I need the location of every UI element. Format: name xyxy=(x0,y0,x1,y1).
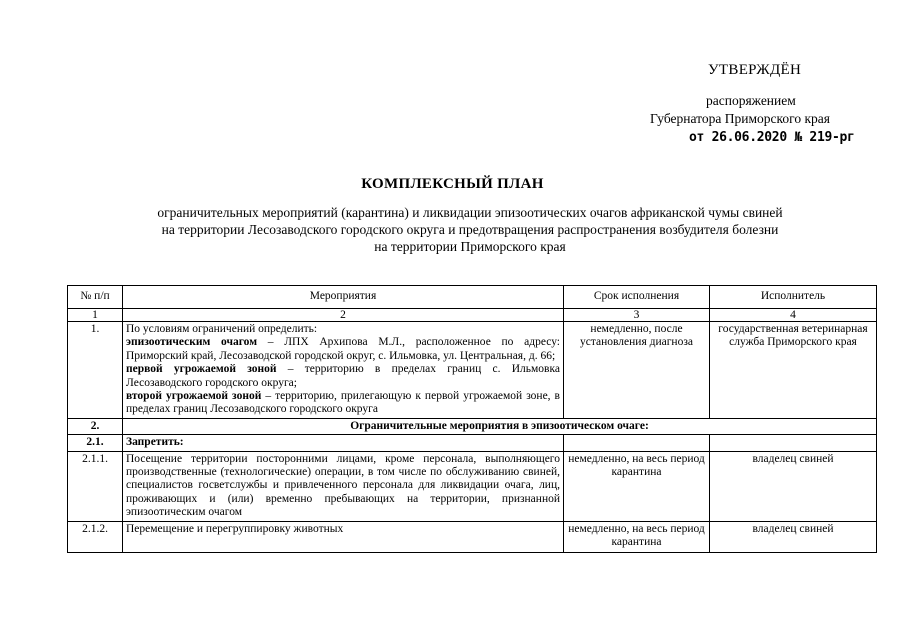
row-deadline: немедленно, на весь период карантина xyxy=(564,451,710,521)
approval-block xyxy=(600,62,860,145)
table-row xyxy=(68,322,877,419)
term-bold: второй угрожаемой зоной xyxy=(126,390,262,403)
approval-heading: УТВЕРЖДЁН xyxy=(708,62,802,78)
term-bold: первой угрожаемой зоной xyxy=(126,363,277,376)
header-cell: Исполнитель xyxy=(710,286,877,309)
column-number-row xyxy=(68,309,877,322)
row-number: 2.1.1. xyxy=(68,451,123,521)
term-text: – территорию, прилегающую к первой угрожаемой зоне, в пределах границ Лесозаводского городского округа xyxy=(126,390,560,416)
subtitle-line: ограничительных мероприятий (карантина) и ликвидации эпизоотических очагов африканской чумы свиней xyxy=(157,205,783,220)
term-text: – ЛПХ Архипова М.Л., расположенное по адресу: Приморский край, Лесозаводской городской округ, с. Ильмовка, ул. Центральная, д. 66; xyxy=(126,336,560,362)
column-number: 1 xyxy=(68,309,123,322)
column-number: 4 xyxy=(710,309,877,322)
column-number: 3 xyxy=(564,309,710,322)
header-cell: Срок исполнения xyxy=(564,286,710,309)
term-bold: эпизоотическим очагом xyxy=(126,336,258,349)
header-cell: № п/п xyxy=(68,286,123,309)
empty-cell xyxy=(710,435,877,451)
measure-intro: По условиям ограничений определить: xyxy=(126,323,318,335)
row-number: 1. xyxy=(68,322,123,419)
document-subtitle xyxy=(90,204,850,255)
column-number: 2 xyxy=(123,309,564,322)
approval-date-number: от 26.06.2020 № 219-рг xyxy=(689,130,855,145)
empty-cell xyxy=(564,435,710,451)
row-measure: Посещение территории посторонними лицами, кроме персонала, выполняющего производственные (технологические) операции, в том числе по обслуживанию свиней, специалистов госветслужбы и привлеченного персонала для ликвидации очага, лиц, проживающих и (или) временно пребывающих на территории, признанной эпизоотическим очагом xyxy=(123,451,564,521)
row-executor: государственная ветеринарная служба Приморского края xyxy=(710,322,877,419)
document-title: КОМПЛЕКСНЫЙ ПЛАН xyxy=(361,176,544,192)
approval-line-2: Губернатора Приморского края xyxy=(650,111,830,126)
row-number: 2. xyxy=(68,418,123,434)
table-header-row xyxy=(68,286,877,309)
subtitle-line: на территории Лесозаводского городского округа и предотвращения распространения возбудителя болезни xyxy=(161,222,779,237)
subsection-title: Запретить: xyxy=(123,435,564,451)
row-measure: Перемещение и перегруппировку животных xyxy=(123,521,564,552)
row-deadline: немедленно, на весь период карантина xyxy=(564,521,710,552)
row-number: 2.1.2. xyxy=(68,521,123,552)
approval-line-1: распоряжением xyxy=(706,93,796,108)
header-cell: Мероприятия xyxy=(123,286,564,309)
row-executor: владелец свиней xyxy=(710,521,877,552)
plan-table xyxy=(67,285,877,553)
table-row xyxy=(68,451,877,521)
row-number: 2.1. xyxy=(68,435,123,451)
subtitle-line: на территории Приморского края xyxy=(374,239,566,254)
row-executor: владелец свиней xyxy=(710,451,877,521)
row-measure xyxy=(123,322,564,419)
section-title: Ограничительные мероприятия в эпизоотическом очаге: xyxy=(123,418,877,434)
section-row xyxy=(68,418,877,434)
row-deadline: немедленно, после установления диагноза xyxy=(564,322,710,419)
term-text: – территорию в пределах границ с. Ильмовка Лесозаводского городского округа; xyxy=(126,363,560,389)
subsection-row xyxy=(68,435,877,451)
table-row xyxy=(68,521,877,552)
